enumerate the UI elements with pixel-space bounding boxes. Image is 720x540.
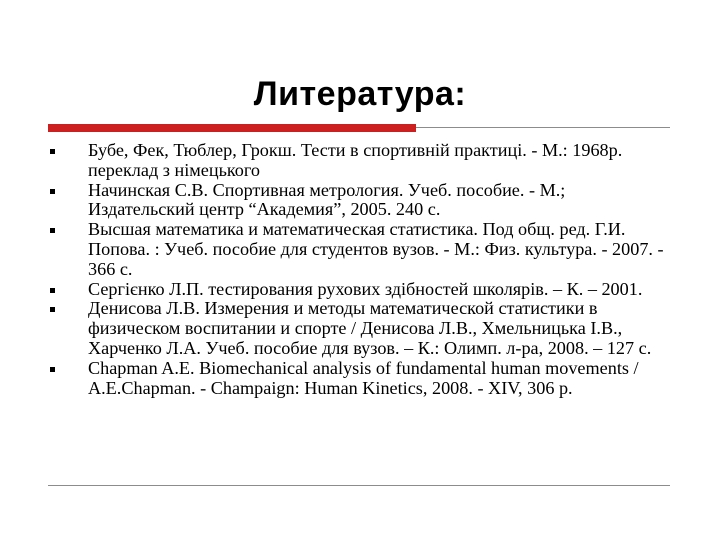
title-underline-accent <box>48 124 416 132</box>
reference-text: Chapman A.E. Biomechanical analysis of fundamental human movements / A.E.Chapman. - Champaign: Human Kinetics, 2008. - XIV, 306 p. <box>88 357 639 398</box>
reference-text: Начинская С.В. Спортивная метрология. Учеб. пособие. - М.; Издательский центр “Академия”, 2005. 240 с. <box>88 179 566 220</box>
bottom-rule <box>48 485 670 486</box>
reference-list <box>50 141 670 398</box>
reference-text: Бубе, Фек, Тюблер, Грокш. Тести в спортивній практиці. - М.: 1968р. переклад з німецького <box>88 140 623 180</box>
reference-text: Денисова Л.В. Измерения и методы математической статистики в физическом воспитании и спорте / Денисова Л.В., Хмельницька І.В., Харченко Л.А. Учеб. пособие для вузов. – К.: Олимп. л-ра, 2008. – 127 с. <box>88 298 652 358</box>
reference-item <box>50 181 670 221</box>
bullet-square-icon <box>50 228 55 233</box>
bullet-square-icon <box>50 307 55 312</box>
reference-item <box>50 220 670 279</box>
bullet-square-icon <box>50 149 55 154</box>
title-underline-rule <box>416 127 670 128</box>
reference-text: Высшая математика и математическая статистика. Под общ. ред. Г.И. Попова. : Учеб. пособие для студентов вузов. - М.: Физ. культура. - 2007. - 366 с. <box>88 219 664 279</box>
reference-item <box>50 280 670 300</box>
bullet-square-icon <box>50 189 55 194</box>
reference-item <box>50 359 670 399</box>
reference-item <box>50 141 670 181</box>
slide-title: Литература: <box>253 75 467 113</box>
bullet-square-icon <box>50 367 55 372</box>
reference-text: Сергієнко Л.П. тестирования рухових здібностей школярів. – К. – 2001. <box>88 278 643 299</box>
bullet-square-icon <box>50 288 55 293</box>
reference-item <box>50 299 670 358</box>
